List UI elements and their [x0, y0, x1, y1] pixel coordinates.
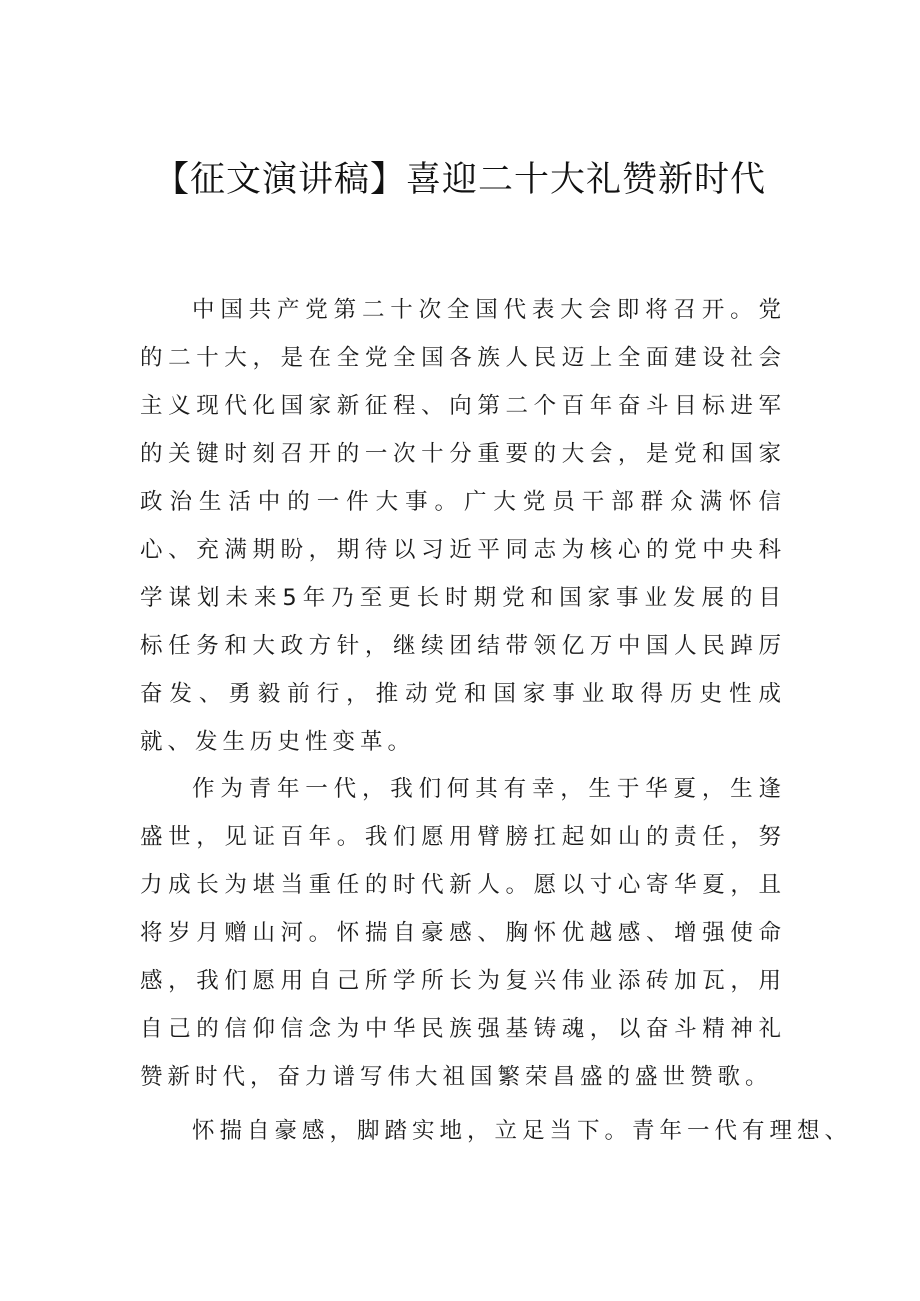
paragraph-2: 作为青年一代，我们何其有幸，生于华夏，生逢盛世，见证百年。我们愿用臂膀扛起如山的责任，努力成长为堪当重任的时代新人。愿以寸心寄华夏，且将岁月赠山河。怀揣自豪感、胸怀优越感、增强使命感，我们愿用自己所学所长为复兴伟业添砖加瓦，用自己的信仰信念为中华民族强基铸魂，以奋斗精神礼赞新时代，奋力谱写伟大祖国繁荣昌盛的盛世赞歌。 [140, 776, 786, 1090]
paragraph-1: 中国共产党第二十次全国代表大会即将召开。党的二十大，是在全党全国各族人民迈上全面建设社会主义现代化国家新征程、向第二个百年奋斗目标进军的关键时刻召开的一次十分重要的大会，是党和国家政治生活中的一件大事。广大党员干部群众满怀信心、充满期盼，期待以习近平同志为核心的党中央科学谋划未来5年乃至更长时期党和国家事业发展的目标任务和大政方针，继续团结带领亿万中国人民踔厉奋发、勇毅前行，推动党和国家事业取得历史性成就、发生历史性变革。 [140, 297, 786, 755]
paragraph-3: 怀揣自豪感，脚踏实地，立足当下。青年一代有理想、 [192, 1118, 853, 1144]
document-title: 【征文演讲稿】喜迎二十大礼赞新时代 [153, 160, 766, 200]
